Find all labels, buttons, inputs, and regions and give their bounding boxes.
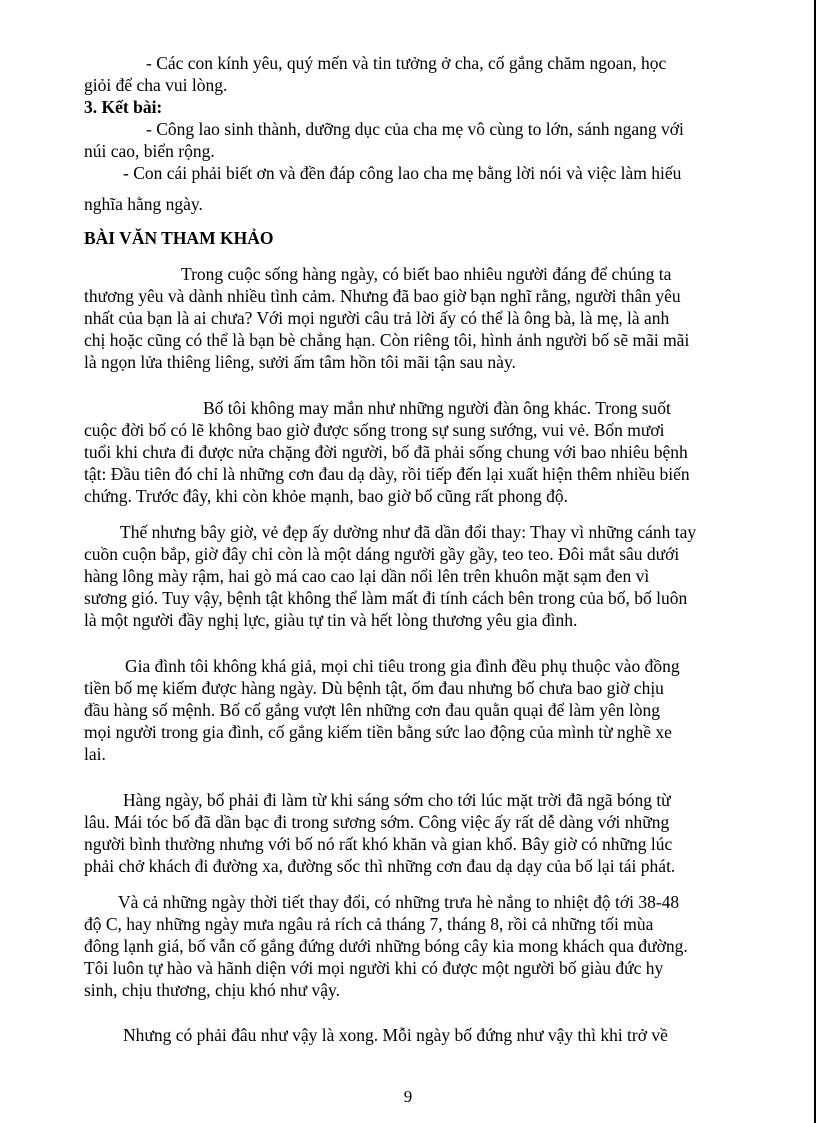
outline-line: - Các con kính yêu, quý mến và tin tưởng ở cha, cố gắng chăm ngoan, học [146,53,667,73]
paragraph-line: Nhưng có phải đâu như vậy là xong. Mỗi ngày bố đứng như vậy thì khi trở về [123,1025,668,1045]
paragraph-line: sinh, chịu thương, chịu khó như vậy. [84,980,341,1000]
paragraph-line: Tôi luôn tự hào và hãnh diện với mọi người khi có được một người bố giàu đức hy [84,958,664,978]
paragraph-line: Và cả những ngày thời tiết thay đổi, có những trưa hè nắng to nhiệt độ tới 38-48 [118,892,680,912]
paragraph-line: lâu. Mái tóc bố đã dần bạc đi trong sương sớm. Công việc ấy rất dễ dàng với những [84,812,670,832]
paragraph-line: hàng lông mày rậm, hai gò má cao cao lại dần nổi lên trên khuôn mặt sạm đen vì [84,566,650,586]
paragraph-line: sương gió. Tuy vậy, bệnh tật không thể làm mất đi tính cách bên trong của bố, bố luôn [84,588,688,608]
paragraph-line: thương yêu và dành nhiều tình cảm. Nhưng đã bao giờ bạn nghĩ rằng, người thân yêu [84,286,681,306]
paragraph-line: Bố tôi không may mắn như những người đàn ông khác. Trong suốt [203,398,671,418]
paragraph-line: phải chở khách đi đường xa, đường sốc thì những cơn đau dạ dạy của bố lại tái phát. [84,856,676,876]
conclusion-line: - Con cái phải biết ơn và đền đáp công lao cha mẹ bằng lời nói và việc làm hiếu [123,163,682,183]
paragraph-line: cuộc đời bố có lẽ không bao giờ được sống trong sự sung sướng, vui vẻ. Bốn mươi [84,420,665,440]
paragraph-line: là một người đầy nghị lực, giàu tự tin và hết lòng thương yêu gia đình. [84,610,578,630]
paragraph-line: tật: Đầu tiên đó chỉ là những cơn đau dạ dày, rồi tiếp đến lại xuất hiện thêm nhiều biến [84,464,690,484]
conclusion-line: - Công lao sinh thành, dưỡng dục của cha mẹ vô cùng to lớn, sánh ngang với [146,119,684,139]
paragraph-line: người bình thường nhưng với bố nó rất khó khăn và gian khổ. Bây giờ có những lúc [84,834,673,854]
paragraph-line: mọi người trong gia đình, cố gắng kiếm tiền bằng sức lao động của mình từ nghề xe [84,722,672,742]
essay-heading: BÀI VĂN THAM KHẢO [84,228,274,248]
paragraph-line: lai. [84,744,106,764]
paragraph-line: nhất của bạn là ai chưa? Với mọi người câu trả lời ấy có thể là ông bà, là mẹ, là anh [84,308,670,328]
paragraph-line: cuồn cuộn bắp, giờ đây chỉ còn là một dáng người gầy gầy, teo teo. Đôi mắt sâu dưới [84,544,680,564]
paragraph-line: là ngọn lửa thiêng liêng, sưởi ấm tâm hồn tôi mãi tận sau này. [84,352,516,372]
paragraph-line: Thế nhưng bây giờ, vẻ đẹp ấy dường như đã dần đổi thay: Thay vì những cánh tay [120,522,697,542]
paragraph-line: tiền bố mẹ kiếm được hàng ngày. Dù bệnh tật, ốm đau nhưng bố chưa bao giờ chịu [84,678,664,698]
outline-line: giỏi để cha vui lòng. [84,75,228,95]
conclusion-line: nghĩa hằng ngày. [84,194,203,214]
paragraph-line: chứng. Trước đây, khi còn khỏe mạnh, bao giờ bố cũng rất phong độ. [84,486,568,506]
conclusion-line: núi cao, biển rộng. [84,141,215,161]
paragraph-line: Gia đình tôi không khá giả, mọi chi tiêu trong gia đình đều phụ thuộc vào đồng [125,656,680,676]
paragraph-line: Hàng ngày, bố phải đi làm từ khi sáng sớm cho tới lúc mặt trời đã ngã bóng từ [123,790,671,810]
paragraph-line: độ C, hay những ngày mưa ngâu rả rích cả tháng 7, tháng 8, rồi cả những tối mùa [84,914,654,934]
paragraph-line: tuổi khi chưa đi được nửa chặng đời người, bố đã phải sống chung với bao nhiêu bệnh [84,442,688,462]
page-number: 9 [403,1087,413,1106]
conclusion-heading: 3. Kết bài: [84,97,163,117]
paragraph-line: đông lạnh giá, bố vẫn cố gắng đứng dưới những bóng cây kia mong khách qua đường. [84,936,688,956]
paragraph-line: Trong cuộc sống hàng ngày, có biết bao nhiêu người đáng để chúng ta [181,264,672,284]
paragraph-line: đầu hàng số mệnh. Bố cố gắng vượt lên những cơn đau quằn quại để làm yên lòng [84,700,660,720]
paragraph-line: chị hoặc cũng có thể là bạn bè chẳng hạn. Còn riêng tôi, hình ảnh người bố sẽ mãi mãi [84,330,690,350]
